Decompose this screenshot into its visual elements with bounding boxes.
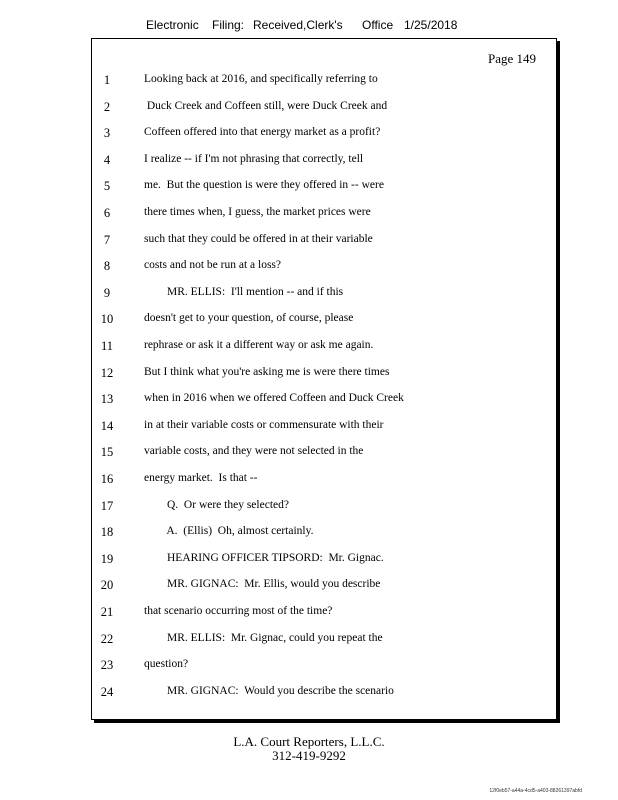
- line-number: 9: [103, 285, 111, 300]
- line-text: variable costs, and they were not selected in the: [144, 445, 364, 458]
- line-number: 4: [103, 152, 111, 167]
- line-number: 14: [100, 418, 114, 433]
- filing-date: 1/25/2018: [404, 18, 458, 32]
- line-number: 13: [100, 392, 114, 407]
- transcript-line: [92, 179, 556, 199]
- line-text: But I think what you're asking me is were there times: [144, 365, 390, 378]
- line-text: costs and not be run at a loss?: [144, 259, 282, 272]
- line-number: 17: [100, 498, 114, 513]
- line-number: 2: [103, 99, 111, 114]
- line-number: 3: [103, 126, 111, 141]
- line-text: Looking back at 2016, and specifically referring to: [144, 73, 378, 85]
- line-number: 7: [103, 232, 111, 247]
- transcript-line: [92, 366, 556, 386]
- line-text: such that they could be offered in at their variable: [144, 232, 373, 245]
- line-number: 23: [100, 658, 114, 673]
- line-number: 6: [103, 206, 111, 220]
- line-text: in at their variable costs or commensurate with their: [144, 418, 384, 431]
- transcript-line: [92, 312, 556, 332]
- line-text: Coffeen offered into that energy market as a profit?: [144, 126, 381, 139]
- transcript-line: [92, 552, 556, 572]
- transcript-line: [92, 499, 556, 519]
- filing-header: [0, 18, 618, 38]
- line-text: energy market. Is that --: [144, 472, 258, 484]
- transcript-line: [92, 73, 556, 93]
- line-text: I realize -- if I'm not phrasing that correctly, tell: [144, 152, 364, 165]
- transcript-line: [92, 658, 556, 678]
- line-number: 21: [100, 605, 114, 619]
- line-number: 16: [100, 472, 114, 486]
- page-number: Page 149: [487, 51, 536, 66]
- transcript-line: [92, 126, 556, 146]
- line-text: there times when, I guess, the market prices were: [144, 206, 371, 218]
- line-text: HEARING OFFICER TIPSORD: Mr. Gignac.: [144, 551, 384, 564]
- line-text: A. (Ellis) Oh, almost certainly.: [144, 525, 314, 538]
- line-number: 11: [100, 339, 114, 353]
- line-text: MR. GIGNAC: Mr. Ellis, would you describe: [144, 578, 381, 591]
- transcript-line: [92, 525, 556, 545]
- transcript-line: [92, 472, 556, 492]
- line-number: 1: [103, 73, 111, 87]
- line-number: 12: [100, 365, 114, 380]
- line-text: doesn't get to your question, of course, please: [144, 312, 354, 325]
- line-text: MR. ELLIS: Mr. Gignac, could you repeat the: [144, 631, 383, 644]
- filing-electronic: Electronic: [146, 18, 199, 32]
- transcript-line: [92, 206, 556, 226]
- transcript-line: [92, 153, 556, 173]
- transcript-line: [92, 632, 556, 652]
- line-number: 8: [103, 259, 111, 274]
- line-number: 20: [100, 578, 114, 593]
- transcript-line: [92, 286, 556, 306]
- transcript-line: [92, 100, 556, 120]
- line-text: me. But the question is were they offered in -- were: [144, 179, 384, 192]
- filing-label: Filing:: [212, 18, 245, 32]
- line-number: 18: [100, 525, 114, 540]
- line-text: when in 2016 when we offered Coffeen and Duck Creek: [144, 392, 404, 405]
- transcript-line: [92, 578, 556, 598]
- filing-received: Received,Clerk's: [253, 18, 343, 32]
- line-text: question?: [144, 658, 189, 671]
- line-text: rephrase or ask it a different way or ask me again.: [144, 339, 374, 351]
- transcript-line: [92, 339, 556, 359]
- line-text: Q. Or were they selected?: [144, 498, 289, 511]
- transcript-line: [92, 445, 556, 465]
- footer-company: L.A. Court Reporters, L.L.C.: [233, 734, 385, 749]
- transcript-line: [92, 259, 556, 279]
- line-number: 22: [100, 631, 114, 646]
- line-text: MR. ELLIS: I'll mention -- and if this: [144, 285, 344, 298]
- line-number: 15: [100, 445, 114, 460]
- transcript-line: [92, 233, 556, 253]
- line-number: 5: [103, 179, 111, 194]
- transcript-line: [92, 605, 556, 625]
- footer-phone: 312-419-9292: [272, 748, 346, 763]
- transcript-line: [92, 419, 556, 439]
- transcript-page: [91, 38, 557, 720]
- line-number: 19: [100, 551, 114, 566]
- line-text: MR. GIGNAC: Would you describe the scenario: [144, 684, 394, 697]
- transcript-line: [92, 392, 556, 412]
- filing-office: Office: [362, 18, 394, 32]
- document-hash: 12f0eb57-a44a-4cd5-a403-88261397abfd: [489, 788, 582, 794]
- line-text: that scenario occurring most of the time?: [144, 605, 333, 617]
- transcript-line: [92, 685, 556, 705]
- line-number: 24: [100, 684, 114, 699]
- line-text: Duck Creek and Coffeen still, were Duck Creek and: [144, 99, 388, 112]
- line-number: 10: [100, 312, 114, 327]
